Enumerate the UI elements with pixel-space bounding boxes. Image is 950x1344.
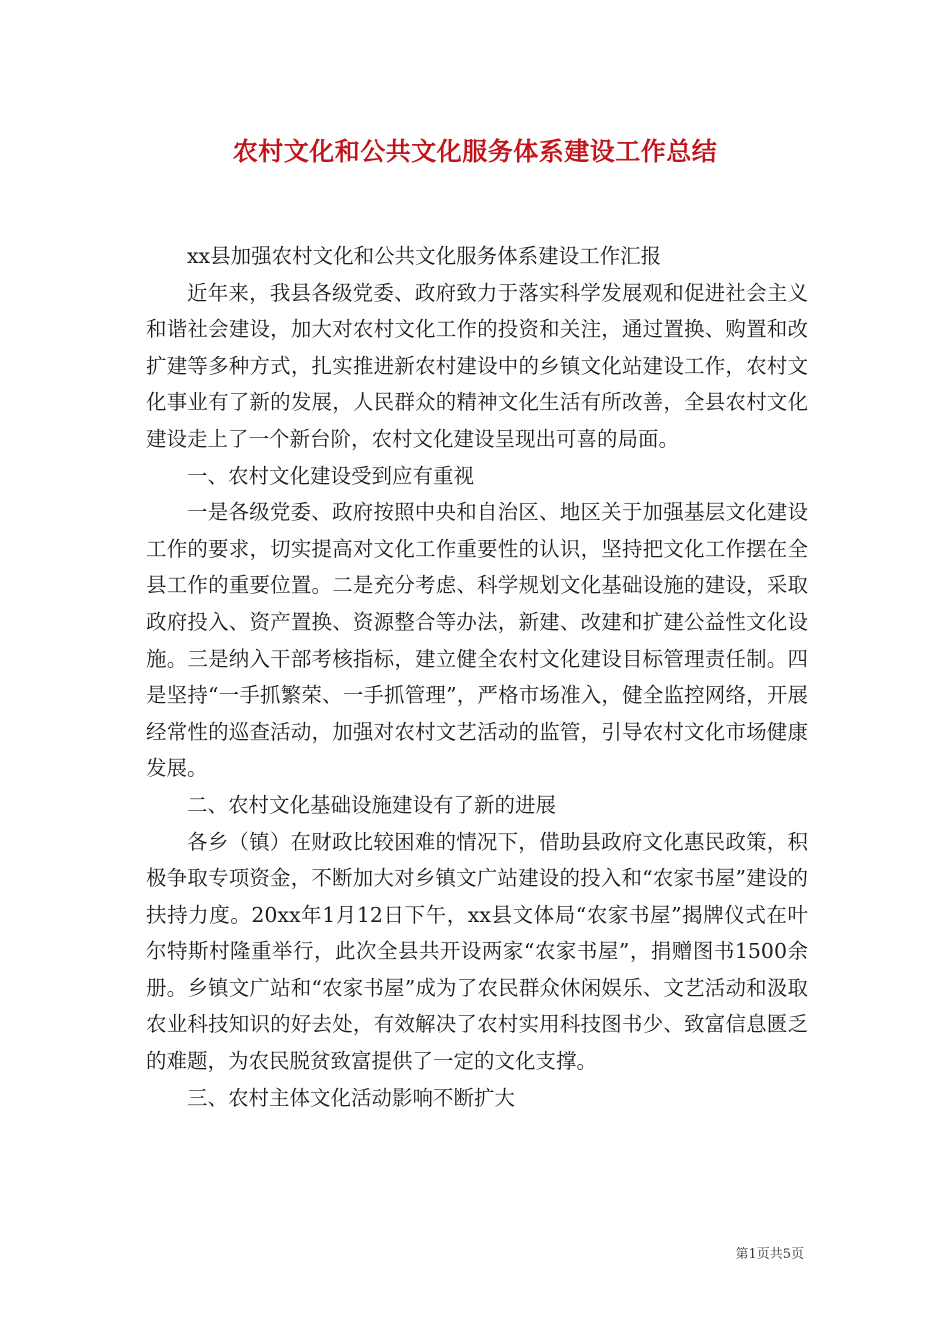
intro-paragraph: 近年来，我县各级党委、政府致力于落实科学发展观和促进社会主义和谐社会建设，加大对农村文化工作的投资和关注，通过置换、购置和改扩建等多种方式，扎实推进新农村建设中的乡镇文化站建设工作，农村文化事业有了新的发展，人民群众的精神文化生活有所改善，全县农村文化建设走上了一个新台阶，农村文化建设呈现出可喜的局面。 xyxy=(146,280,808,451)
section-heading-1: 一、农村文化建设受到应有重视 xyxy=(187,463,474,488)
section-2-paragraph: 各乡（镇）在财政比较困难的情况下，借助县政府文化惠民政策，积极争取专项资金，不断加大对乡镇文广站建设的投入和“农家书屋”建设的扶持力度。20xx年1月12日下午，xx县文体局“农家书屋”揭牌仪式在叶尔特斯村隆重举行，此次全县共开设两家“农家书屋”，捐赠图书1500余册。乡镇文广站和“农家书屋”成为了农民群众休闲娱乐、文艺活动和汲取农业科技知识的好去处，有效解决了农村实用科技图书少、致富信息匮乏的难题，为农民脱贫致富提供了一定的文化支撑。 xyxy=(146,829,808,1074)
section-heading-2: 二、农村文化基础设施建设有了新的进展 xyxy=(187,792,556,817)
section-heading-3: 三、农村主体文化活动影响不断扩大 xyxy=(187,1085,515,1110)
report-subtitle-paragraph: xx县加强农村文化和公共文化服务体系建设工作汇报 xyxy=(187,244,662,268)
document-title: 农村文化和公共文化服务体系建设工作总结 xyxy=(232,137,718,166)
section-1-paragraph: 一是各级党委、政府按照中央和自治区、地区关于加强基层文化建设工作的要求，切实提高对文化工作重要性的认识，坚持把文化工作摆在全县工作的重要位置。二是充分考虑、科学规划文化基础设施的建设，采取政府投入、资产置换、资源整合等办法，新建、改建和扩建公益性文化设施。三是纳入干部考核指标，建立健全农村文化建设目标管理责任制。四是坚持“一手抓繁荣、一手抓管理”，严格市场准入，健全监控网络，开展经常性的巡查活动，加强对农村文艺活动的监管，引导农村文化市场健康发展。 xyxy=(146,500,808,781)
page-number-footer: 第1页共5页 xyxy=(735,1247,804,1262)
document-body xyxy=(146,238,808,1116)
